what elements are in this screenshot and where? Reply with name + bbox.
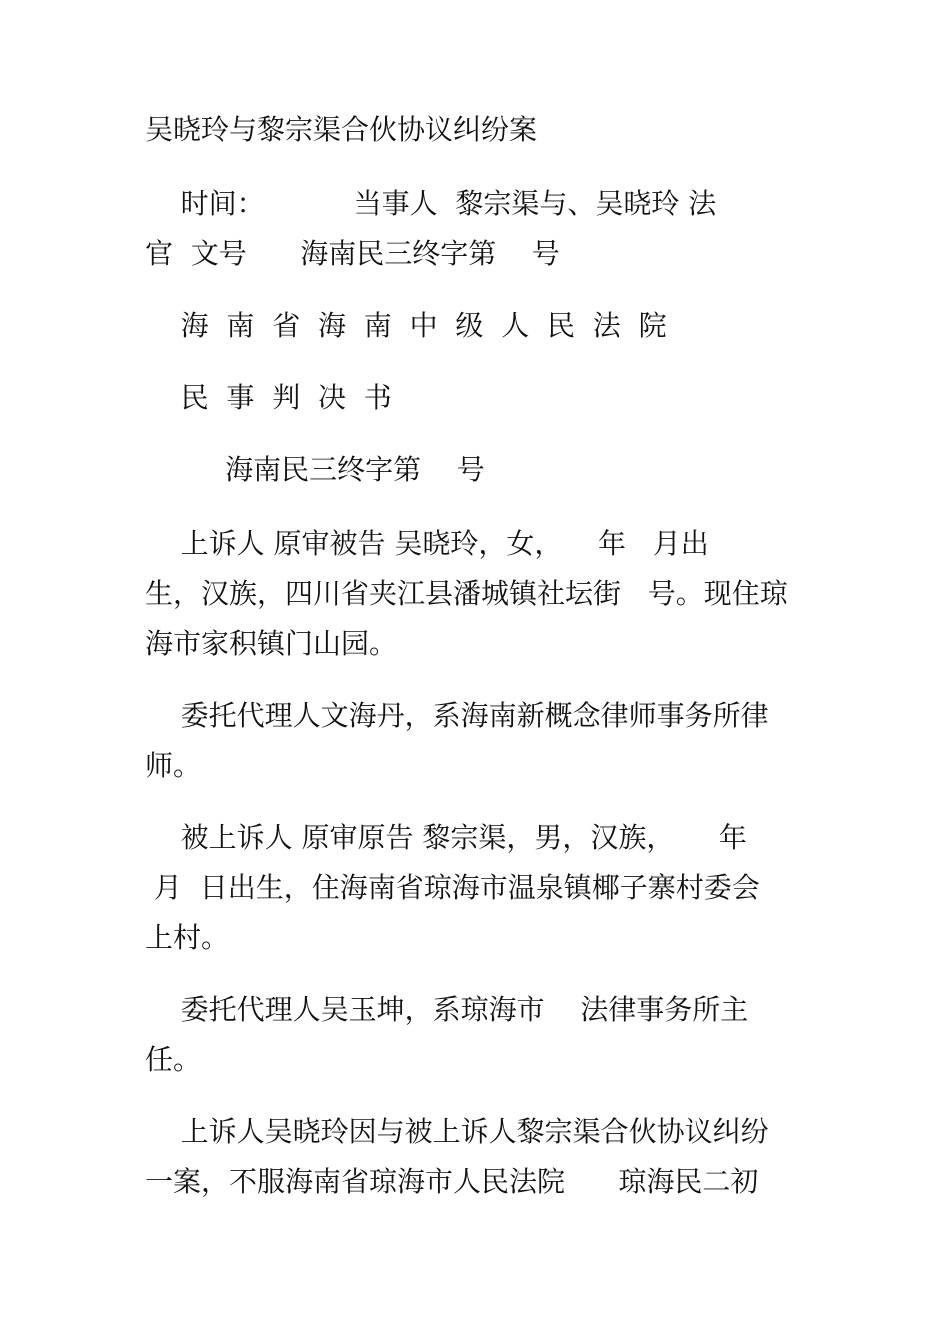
appellant-line-2: 生，汉族，四川省夹江县潘城镇社坛街 号。现住琼	[145, 577, 788, 610]
appellee-agent-line-1: 委托代理人吴玉坤，系琼海市 法律事务所主	[145, 993, 749, 1026]
case-number: 海南民三终字第 号	[145, 453, 485, 486]
document-title: 吴晓玲与黎宗渠合伙协议纠纷案	[145, 113, 538, 146]
case-summary-line-2: 一案，不服海南省琼海市人民法院 琼海民二初	[145, 1165, 759, 1198]
header-info-line-2: 官 文号 海南民三终字第 号	[145, 237, 560, 270]
appellant-line-3: 海市家积镇门山园。	[145, 627, 398, 660]
appellant-agent-line-2: 师。	[145, 749, 202, 782]
case-summary-line-1: 上诉人吴晓玲因与被上诉人黎宗渠合伙协议纠纷	[145, 1115, 769, 1148]
header-info-line-1: 时间： 当事人 黎宗渠与、吴晓玲 法	[145, 187, 717, 220]
appellee-line-1: 被上诉人 原审原告 黎宗渠，男，汉族， 年	[145, 821, 747, 854]
court-name: 海 南 省 海 南 中 级 人 民 法 院	[145, 309, 667, 342]
appellee-line-3: 上村。	[145, 921, 230, 954]
appellee-line-2: 月 日出生，住海南省琼海市温泉镇椰子寨村委会	[145, 871, 760, 904]
appellee-agent-line-2: 任。	[145, 1043, 202, 1076]
judgment-type: 民 事 判 决 书	[145, 381, 392, 414]
appellant-line-1: 上诉人 原审被告 吴晓玲，女， 年 月出	[145, 527, 709, 560]
appellant-agent-line-1: 委托代理人文海丹，系海南新概念律师事务所律	[145, 699, 769, 732]
